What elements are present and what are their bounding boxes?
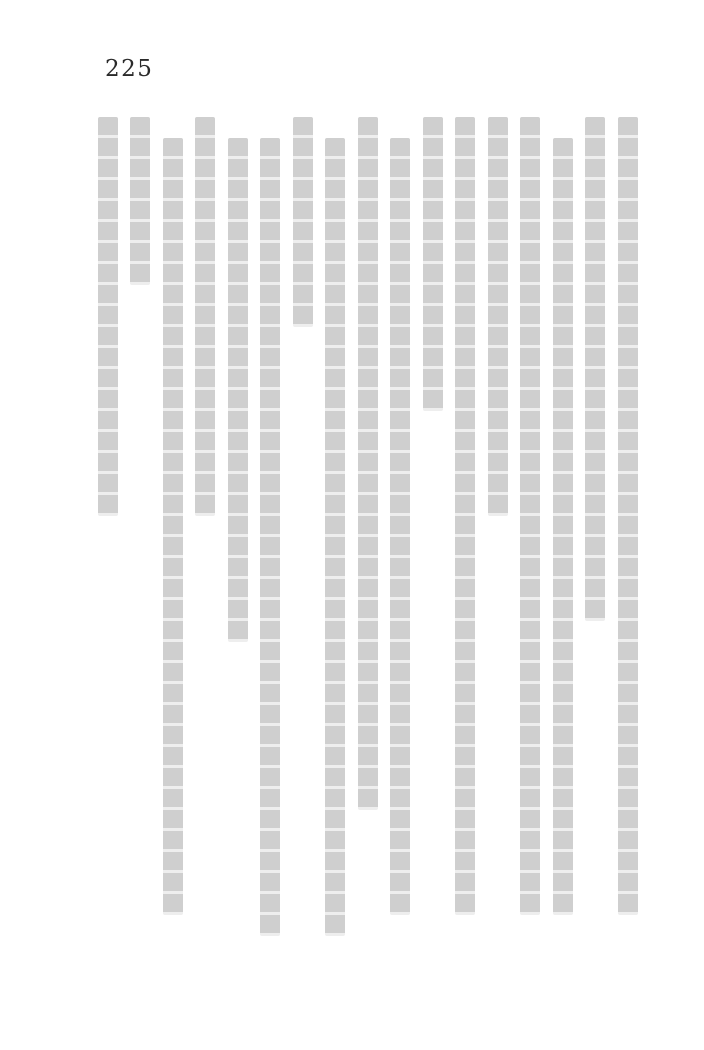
text-column (319, 117, 352, 939)
redacted-text-bar (455, 117, 475, 915)
text-column (449, 117, 482, 939)
text-column (287, 117, 320, 939)
text-column (579, 117, 612, 939)
text-column (189, 117, 222, 939)
redacted-text-bar (130, 117, 150, 285)
text-column (254, 117, 287, 939)
text-column (352, 117, 385, 939)
redacted-text-bar (228, 138, 248, 642)
redacted-text-bar (618, 117, 638, 915)
redacted-text-bar (520, 117, 540, 915)
redacted-text-bar (163, 138, 183, 915)
redacted-text-bar (390, 138, 410, 915)
redacted-text-bar (293, 117, 313, 327)
redacted-text-bar (358, 117, 378, 810)
text-column (547, 117, 580, 939)
redacted-text-bar (423, 117, 443, 411)
redacted-text-bar (553, 138, 573, 915)
text-column (417, 117, 450, 939)
text-column (92, 117, 125, 939)
redacted-text-bar (488, 117, 508, 516)
redacted-text-bar (585, 117, 605, 621)
text-block (91, 117, 644, 939)
text-column (612, 117, 645, 939)
redacted-text-bar (195, 117, 215, 516)
text-column (384, 117, 417, 939)
text-column (157, 117, 190, 939)
redacted-text-bar (325, 138, 345, 936)
text-column (482, 117, 515, 939)
text-column (124, 117, 157, 939)
text-column (514, 117, 547, 939)
page-number: 225 (105, 56, 154, 82)
redacted-text-bar (260, 138, 280, 936)
text-column (222, 117, 255, 939)
redacted-text-bar (98, 117, 118, 516)
